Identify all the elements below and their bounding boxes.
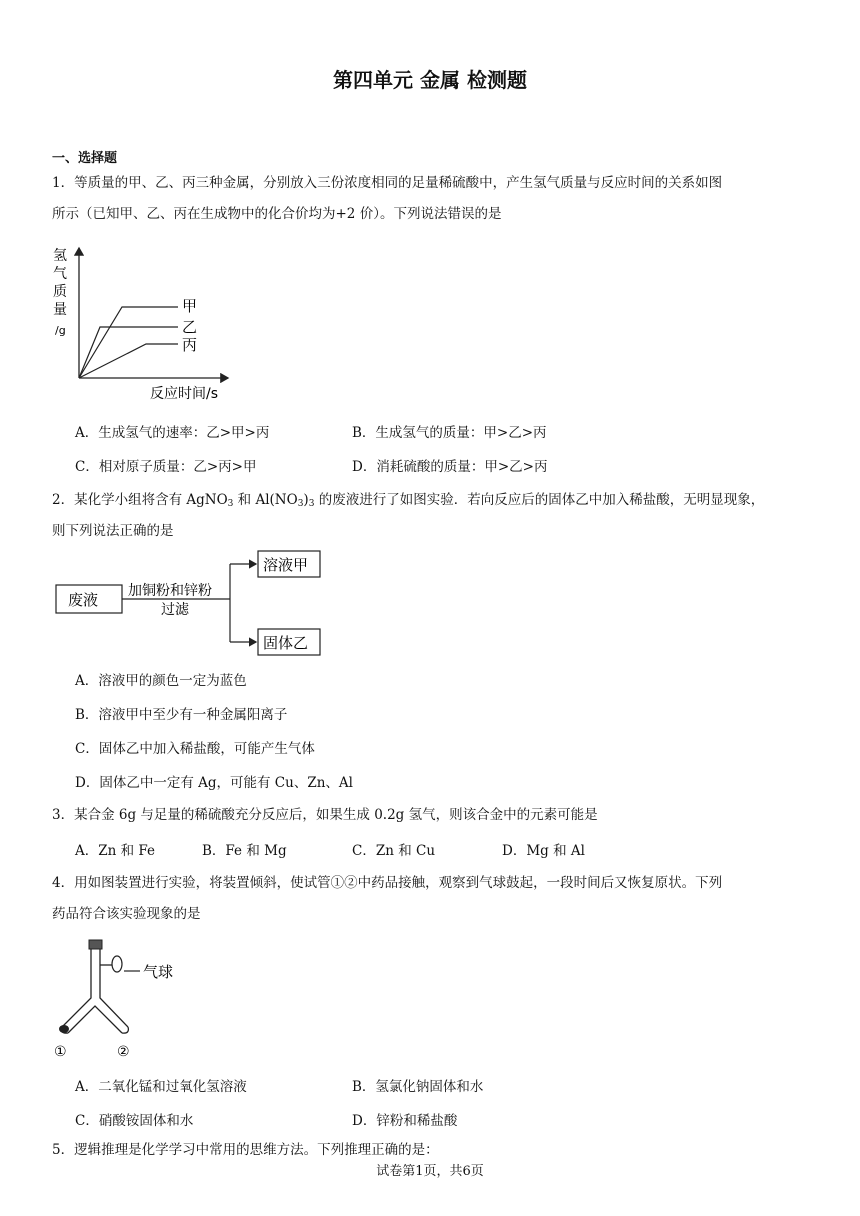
y-tube: [62, 949, 128, 1033]
q2-stem-line1: 2．某化学小组将含有 AgNO$_3$ 和 $Al(NO_3)_3$ 的废液进行了如图实验．若向反应后的固体乙中加入稀盐酸，无明显现象，: [52, 492, 765, 509]
q4-stem-line1: 4．用如图装置进行实验，将装置倾斜，使试管①②中药品接触，观察到气球鼓起，一段时间后又恢复原状。下列: [52, 875, 723, 891]
section-heading: 一、选择题: [52, 151, 118, 166]
q1-stem-line2: 所示（已知甲、乙、丙在生成物中的化合价均为+2 价）。下列说法错误的是: [52, 206, 502, 222]
stopper: [89, 940, 102, 949]
curve-bing: [79, 344, 178, 378]
reagent-1: [59, 1025, 69, 1033]
q2-option-c[interactable]: C．固体乙中加入稀盐酸，可能产生气体: [75, 741, 315, 757]
page-footer: 试卷第1页，共6页: [376, 1164, 484, 1179]
y-label-1: 氢: [53, 248, 67, 264]
q5-stem: 5．逻辑推理是化学学习中常用的思维方法。下列推理正确的是：: [52, 1142, 439, 1158]
y-label-4: 量: [53, 302, 67, 318]
y-label-2: 气: [53, 266, 67, 282]
q4-stem-line2: 药品符合该实验现象的是: [52, 906, 201, 922]
q4-option-d[interactable]: D．锌粉和稀盐酸: [352, 1113, 458, 1129]
q3-stem: 3．某合金 6g 与足量的稀硫酸充分反应后，如果生成 0.2g 氢气，则该合金中的元素可能是: [52, 807, 598, 823]
arrow-top-label: 加铜粉和锌粉: [128, 583, 212, 599]
y-label-5: /g: [55, 324, 66, 337]
y-label-3: 质: [53, 284, 67, 300]
q1-option-b[interactable]: B．生成氢气的质量：甲>乙>丙: [352, 425, 547, 441]
q2-option-b[interactable]: B．溶液甲中至少有一种金属阳离子: [75, 707, 288, 723]
q3-option-d[interactable]: D．Mg 和 Al: [502, 843, 585, 859]
q3-option-b[interactable]: B．Fe 和 Mg: [202, 843, 287, 859]
q1-option-d[interactable]: D．消耗硫酸的质量：甲>乙>丙: [352, 459, 548, 475]
box-solution-label: 溶液甲: [263, 556, 309, 574]
x-label: 反应时间/s: [150, 386, 219, 402]
q4-option-b[interactable]: B．氢氯化钠固体和水: [352, 1079, 484, 1095]
label-yi: 乙: [182, 318, 198, 336]
q2-flow-diagram: [50, 548, 340, 660]
q4-option-a[interactable]: A．二氧化锰和过氧化氢溶液: [75, 1079, 247, 1095]
balloon-icon: [112, 956, 122, 972]
page-title: 第四单元 金属 检测题: [333, 68, 527, 92]
q3-option-c[interactable]: C．Zn 和 Cu: [352, 843, 436, 859]
arrow-bottom-label: 过滤: [161, 602, 189, 618]
label-bing: 丙: [182, 336, 198, 354]
q2-stem-line2: 则下列说法正确的是: [52, 523, 174, 539]
q4-option-c[interactable]: C．硝酸铵固体和水: [75, 1113, 194, 1129]
box-solid-label: 固体乙: [263, 634, 309, 652]
q3-option-a[interactable]: A．Zn 和 Fe: [75, 843, 156, 859]
q1-hydrogen-graph: [50, 240, 240, 405]
q1-option-c[interactable]: C．相对原子质量：乙>丙>甲: [75, 459, 257, 475]
q2-option-d[interactable]: D．固体乙中一定有 Ag，可能有 Cu、Zn、Al: [75, 775, 353, 791]
q4-apparatus-diagram: [50, 935, 200, 1063]
label-jia: 甲: [182, 297, 198, 315]
tube1-label: ①: [54, 1044, 67, 1060]
balloon-label: 气球: [143, 963, 174, 981]
box-waste-label: 废液: [68, 591, 99, 609]
q1-stem-line1: 1．等质量的甲、乙、丙三种金属，分别放入三份浓度相同的足量稀硫酸中，产生氢气质量与反应时间的关系如图: [52, 175, 723, 191]
q1-option-a[interactable]: A．生成氢气的速率：乙>甲>丙: [75, 425, 270, 441]
tube2-label: ②: [117, 1044, 130, 1060]
q2-option-a[interactable]: A．溶液甲的颜色一定为蓝色: [75, 673, 247, 689]
